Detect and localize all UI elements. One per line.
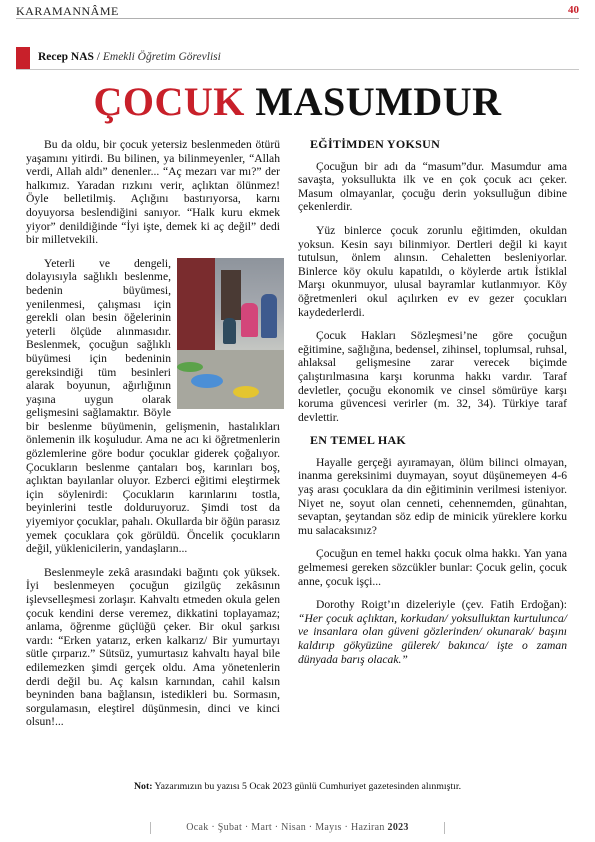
paragraph: Çocuk Hakları Sözleşmesi’ne göre çocuğun eğitimine, sağlığına, bedensel, zihinsel, toplumsal, ruhsal, ahlaksal gelişmesine zarar verecek biçimde çalıştırılmasına karşı korunma hakkı vardır. Taraf devletler, çocuğu ekonomik ve cinsel sömürüye karşı koruma güvencesi verirler (m. 32, 34). Türkiye taraf devlettir. — [298, 329, 567, 424]
byline-text — [38, 51, 221, 63]
byline-separator: / — [93, 51, 103, 63]
paragraph: Bu da oldu, bir çocuk yetersiz beslenmeden ötürü yaşamını yitirdi. Bu bilinen, ya bilinmeyenler, “Allah verdi, Allah aldı” denenler... “Aç mezarı var mı?” der halkımız. Yaradan rızkını verir, açlıktan ölünmez! Öyle belletilmiş. Açlığını bastırıyorsa, karnı doyuyorsa beslendiğini sanıyor. “Halk kuru ekmek yiyor” denildiğinde “İyi işte, demek ki aç değil” dedi bir milletvekili. — [26, 138, 280, 247]
note-label: Not: — [133, 781, 153, 792]
source-note — [0, 781, 595, 792]
paragraph: Çocuğun bir adı da “masum”dur. Masumdur ama savaşta, yoksullukta ilk ve en çok çocuk acı çeker. Masum olmayanlar, çocuğu derin yoksulluğun dibine çekenlerdir. — [298, 159, 567, 214]
accent-bar — [16, 47, 30, 69]
paragraph: Yüz binlerce çocuk zorunlu eğitimden, okuldan yoksun. Kesin sayı bilinmiyor. Dertleri değil ki kayıt tutulsun, önlem alınsın. Cehaletten besleniyorlar. Binlerce köy okulu kapatıldı, o köylerde artık İstiklal Marşı okunmuyor, ulusal bayramlar kutlanmıyor. Köy öğretmenleri okul açılırken ev ev gezer çocukları kaydederlerdi. — [298, 223, 567, 319]
title-part-red: ÇOCUK — [93, 79, 245, 124]
section-heading: EN TEMEL HAK — [310, 433, 407, 448]
left-column — [26, 138, 280, 739]
paragraph: Beslenmeyle zekâ arasındaki bağıntı çok yüksek. İyi beslenmeyen çocuğun gizilgüç zekâsının işlevselleşmesi zorlaşır. Kahvaltı etmeden okula gelen çocuk kendini derse veremez, dikkatini toplayamaz; anlama, öğrenme güçlüğü çeker. Bir okul şarkısı vardı: “Erken yatarız, erken kalkarız/ Bir yumurtayı sütle çırparız.” Sütsüz, yumurtasız kahvaltı hayal bile edilemezken şimdi gerçek oldu. Ama yönetenlerin derdi değil bu. Aç kalsın karnından, cahil kalsın beyninden bana bağlansın, istedikleri bu. Sormasın, sorgulamasın, eleştirel düşünmesin, dinci ve kinci olsun!... — [26, 565, 280, 729]
author-name: Recep NAS — [38, 51, 94, 63]
right-column — [298, 138, 567, 676]
footer-divider — [444, 822, 445, 834]
footer-text — [0, 822, 595, 833]
byline — [16, 47, 579, 70]
author-role: Emekli Öğretim Görevlisi — [102, 51, 221, 63]
running-header — [16, 2, 579, 19]
title-part-black: MASUMDUR — [255, 79, 502, 124]
footer-year: 2023 — [387, 822, 409, 833]
quote-lead: Dorothy Roigt’ın dizeleriyle (çev. Fatih Erdoğan): — [316, 598, 567, 612]
poem-quote: “Her çocuk açlıktan, korkudan/ yoksulluktan kurtulunca/ ve insanlara olan güveni gözlerinden/ okunarak/ başını kaldırıp gökyüzüne gülerek/ bakınca/ işte o zaman dünyada barış olacak.” — [298, 611, 567, 666]
paragraph-with-photo — [26, 257, 280, 556]
magazine-name: KARAMANNÂME — [16, 4, 119, 18]
page-footer — [0, 818, 595, 834]
article-title — [0, 78, 595, 125]
paragraph: Çocuğun en temel hakkı çocuk olma hakkı. Yan yana gelmemesi gereken sözcükler bunlar: Çocuk gelin, çocuk anne, çocuk işçi... — [298, 547, 567, 588]
section-heading: EĞİTİMDEN YOKSUN — [310, 137, 441, 151]
schoolchildren-photo — [177, 258, 284, 409]
footer-months: Ocak · Şubat · Mart · Nisan · Mayıs · Haziran — [186, 822, 385, 833]
note-text: Yazarımızın bu yazısı 5 Ocak 2023 günlü Cumhuriyet gazetesinden alınmıştır. — [152, 781, 462, 792]
paragraph — [298, 598, 567, 666]
paragraph: Hayalle gerçeği ayıramayan, ölüm bilinci olmayan, inanma gereksinimi duymayan, soyut düşünemeyen 4-6 yaş arası çocuklara da din eğitiminin verilmesi isteniyor. Niyet ne, soyut olan cenneti, cehennemden, günahtan, sevaptan, şeytandan söz edip de minicik yüreklere korku mu salacaksınız? — [298, 455, 567, 537]
page-number: 40 — [568, 4, 579, 16]
paragraph-text: Yeterli ve dengeli, dolayısıyla sağlıklı beslenme, bedenin büyümesi, yenilenmesi, çalışması için gerekli olan besin öğelerinin yeterli ölçüde alınmasıdır. Beslenmek, çocuğun sağlıklı büyümesi için bedeninin gereksindiği tüm besinleri alarak boyunun, ağırlığının yaşına uygun olarak gelişmesini sağlamaktır. Böyle bir beslenme büyümenin, gelişmenin, hastalıkları önlemenin ilk koşuludur. Ama ne acı ki öğretmenlerin gözlemlerine göre bodur çocuklar giderek çoğalıyor. Çocukların beslenme çantaları boş, karınları boş, açlıktan bayılanlar oluyor. Ezberci eğitimi eleştirmek için söylenirdi: Çocukların karınlarını tostla, beyinlerini testle dolduruyoruz. Şimdi tost da yiyemiyor çocuklar, pahalı. Okullarda bir öğün parasız yemek çocuklara çok görüldü. Öncelik çocukların değil, yüklenicilerin, yandaşların... — [26, 256, 280, 556]
